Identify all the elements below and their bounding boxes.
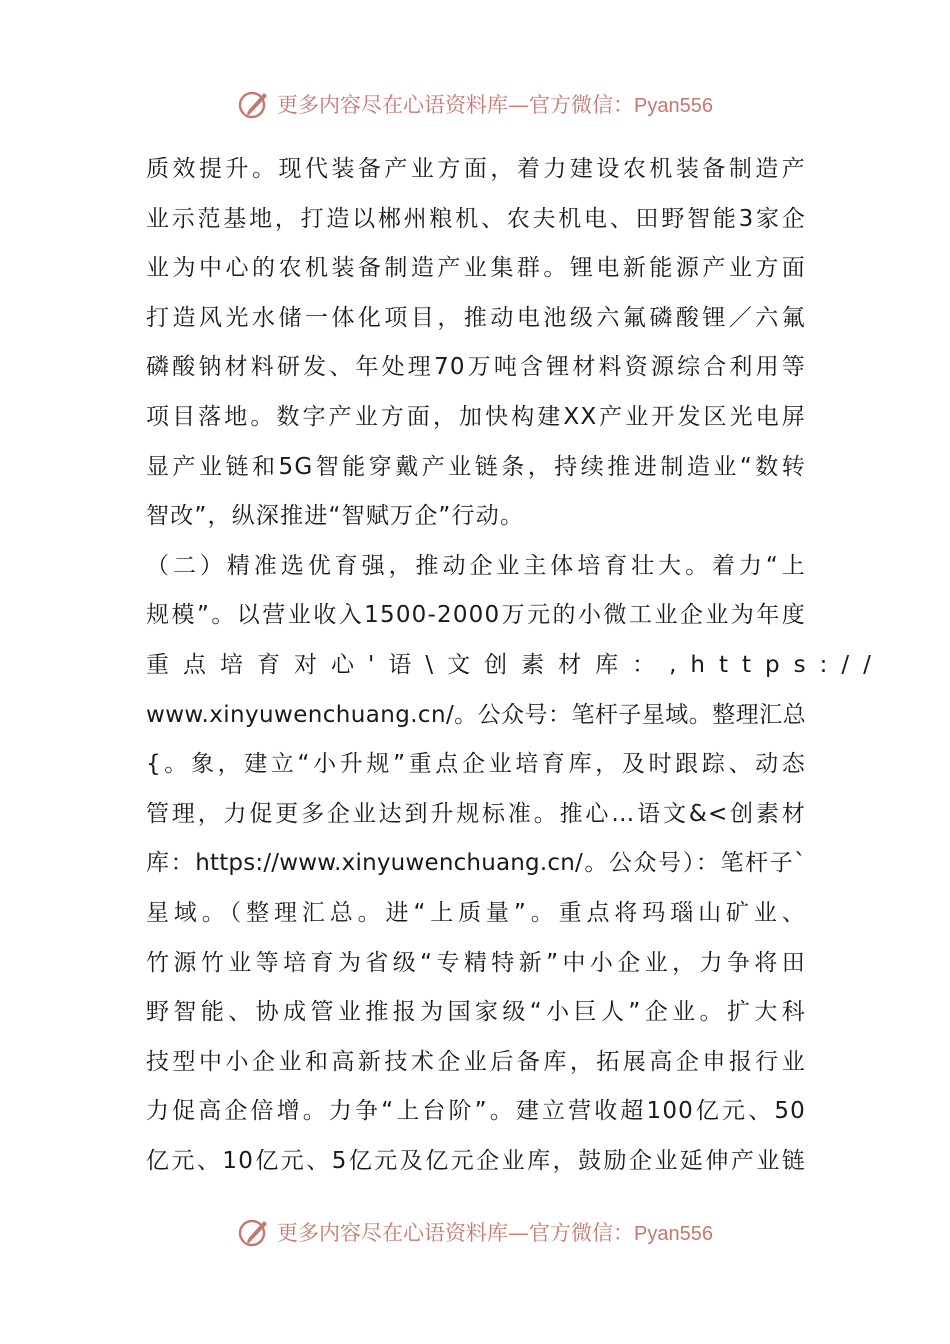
header-banner-brand: Pyan556 <box>634 95 713 117</box>
body-line: （二）精准选优育强，推动企业主体培育壮大。着力“上 <box>146 552 806 579</box>
document-body <box>146 145 885 1186</box>
body-line: 管理，力促更多企业达到升规标准。推心…语文&<创素材 <box>146 800 806 827</box>
body-line: 库：https://www.xinyuwenchuang.cn/。公众号）：笔杆子` <box>146 850 806 877</box>
header-banner-label: 更多内容尽在心语资料库—官方微信： <box>277 93 635 117</box>
body-line: 竹源竹业等培育为省级“专精特新”中小企业，力争将田 <box>146 949 806 976</box>
body-line: {。象，建立“小升规”重点企业培育库，及时跟踪、动态 <box>146 751 806 778</box>
body-line: 项目落地。数字产业方面，加快构建XX产业开发区光电屏 <box>146 403 806 430</box>
body-line: 野智能、协成管业推报为国家级“小巨人”企业。扩大科 <box>146 999 806 1026</box>
footer-banner-brand: Pyan556 <box>634 1223 713 1245</box>
body-line: 业为中心的农机装备制造产业集群。锂电新能源产业方面 <box>146 255 806 282</box>
body-line: 打造风光水储一体化项目，推动电池级六氟磷酸锂／六氟 <box>146 304 806 331</box>
body-line: 规模”。以营业收入1500-2000万元的小微工业企业为年度 <box>146 602 806 629</box>
quill-logo-icon <box>237 1215 271 1249</box>
footer-banner <box>0 1212 950 1252</box>
header-banner <box>0 84 950 124</box>
body-line: 磷酸钠材料研发、年处理70万吨含锂材料资源综合利用等 <box>146 354 806 381</box>
footer-banner-label: 更多内容尽在心语资料库—官方微信： <box>277 1221 635 1245</box>
body-line: 显产业链和5G智能穿戴产业链条，持续推进制造业“数转 <box>146 453 806 480</box>
body-line: 质效提升。现代装备产业方面，着力建设农机装备制造产 <box>146 156 806 182</box>
quill-logo-icon <box>237 87 271 121</box>
body-line: 智改”，纵深推进“智赋万企”行动。 <box>146 503 525 530</box>
body-line: 亿元、10亿元、5亿元及亿元企业库，鼓励企业延伸产业链 <box>146 1147 806 1174</box>
body-line: 技型中小企业和高新技术企业后备库，拓展高企申报行业 <box>146 1048 806 1075</box>
footer-banner-text <box>277 1217 713 1247</box>
body-line: www.xinyuwenchuang.cn/。公众号：笔杆子星域。整理汇总 <box>146 701 806 728</box>
body-line: 力促高企倍增。力争“上台阶”。建立营收超100亿元、50 <box>146 1098 806 1125</box>
body-line: 业示范基地，打造以郴州粮机、农夫机电、田野智能3家企 <box>146 205 806 232</box>
header-banner-text <box>277 89 713 119</box>
body-line: 重点培育对心'语\文创素材库：,https:// <box>146 651 885 678</box>
body-line: 星域。（整理汇总。进“上质量”。重点将玛瑙山矿业、 <box>146 899 806 926</box>
